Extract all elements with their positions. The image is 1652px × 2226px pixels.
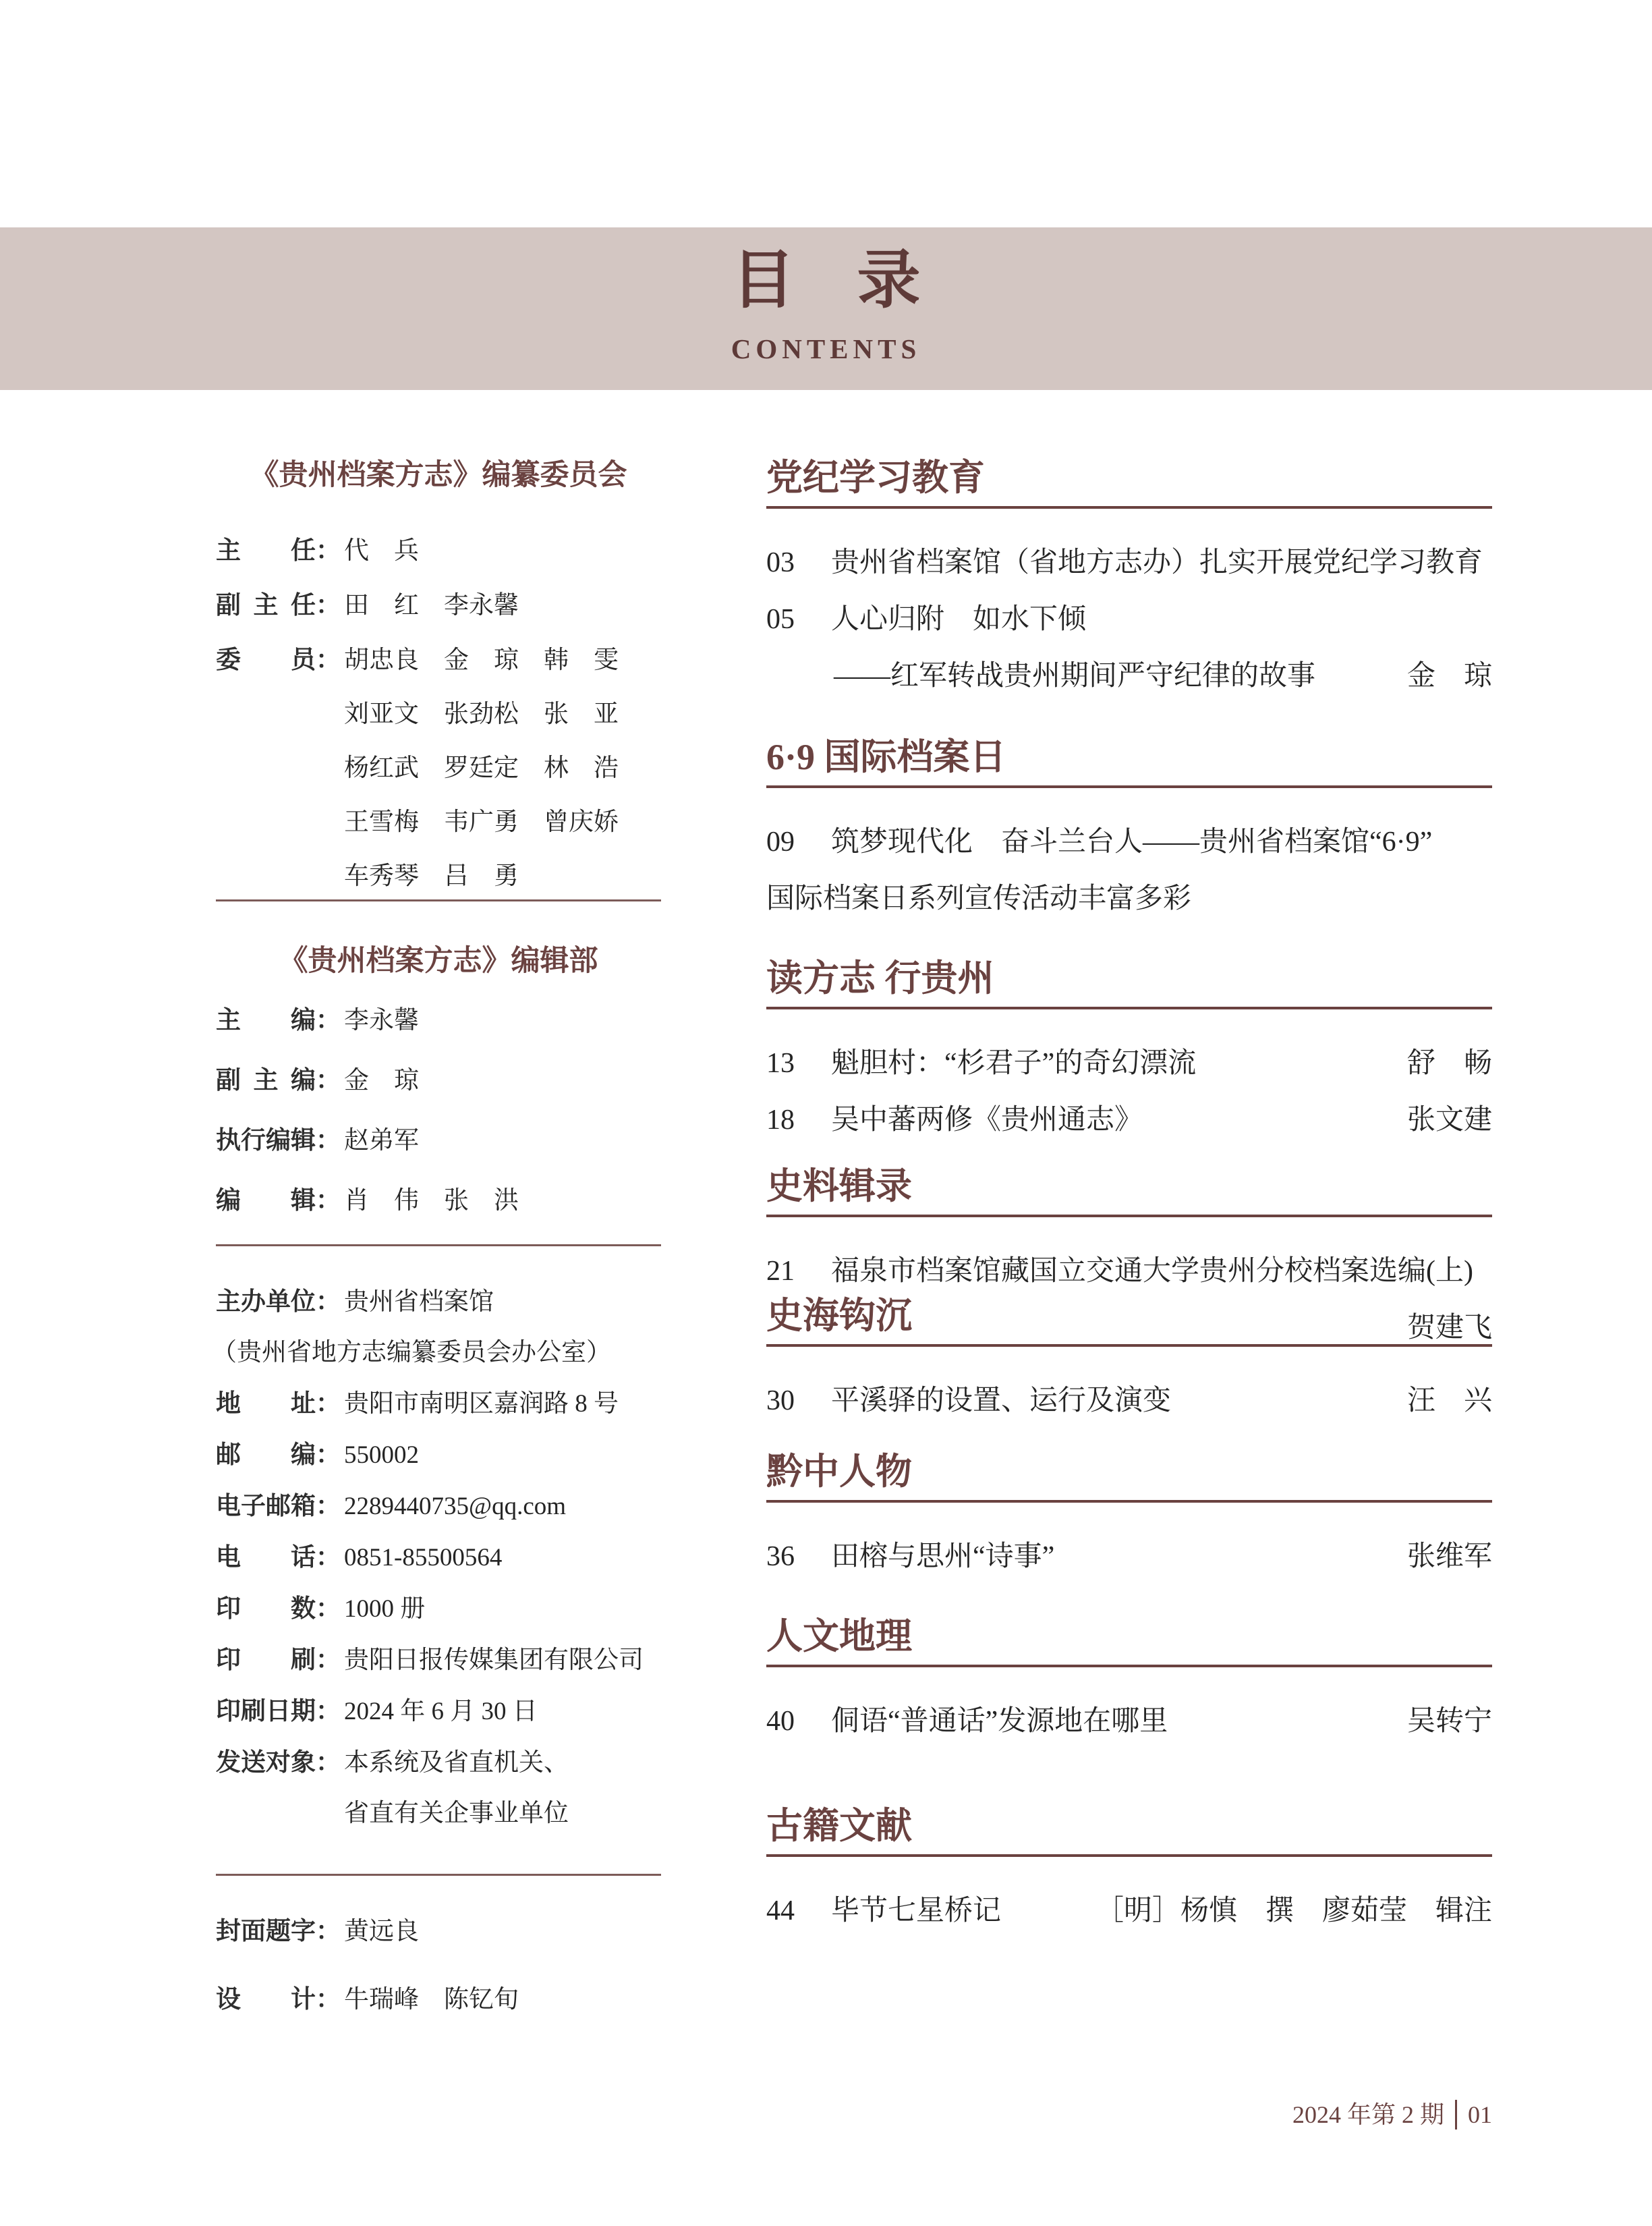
item-title: 田榕与思州“诗事” xyxy=(831,1541,1055,1572)
section-rule xyxy=(766,1854,1492,1857)
contents-band xyxy=(0,227,1652,390)
toc-item xyxy=(766,1372,1492,1429)
toc-item xyxy=(766,1092,1492,1148)
row-label: 副主任 xyxy=(216,591,316,619)
section-title: 人文地理 xyxy=(766,1616,912,1657)
footer-issue: 2024 年第 2 期 xyxy=(1292,2101,1444,2128)
info-row xyxy=(216,1737,661,1788)
row-colon: ： xyxy=(316,536,341,564)
section-title: 党纪学习教育 xyxy=(766,457,985,498)
row-colon: ： xyxy=(316,1985,341,2013)
item-author: 贺建飞 xyxy=(1406,1312,1492,1343)
row-label: 主任 xyxy=(216,536,316,564)
row-label: 主编 xyxy=(216,1006,316,1034)
info-row xyxy=(216,1111,661,1171)
row-value: 省直有关企事业单位 xyxy=(344,1800,569,1827)
item-author: 汪 兴 xyxy=(1406,1385,1492,1416)
row-colon: ： xyxy=(316,1697,341,1725)
item-page-number: 05 xyxy=(766,604,795,635)
row-value: 2024 年 6 月 30 日 xyxy=(344,1698,538,1725)
page-footer xyxy=(1292,2100,1492,2130)
info-row xyxy=(212,1327,661,1378)
toc-item xyxy=(766,591,1492,648)
item-page-number: 03 xyxy=(766,547,795,578)
row-value: 金 琼 xyxy=(344,1067,419,1094)
page-title-char: 目 xyxy=(731,246,795,316)
info-row xyxy=(216,633,661,688)
section-title: 史料辑录 xyxy=(766,1166,912,1206)
item-title: 毕节七星桥记 xyxy=(831,1895,1002,1926)
section-rule xyxy=(766,1344,1492,1347)
info-row xyxy=(216,688,661,742)
item-page-number: 21 xyxy=(766,1256,795,1287)
row-colon: ： xyxy=(316,1186,341,1214)
info-row xyxy=(216,1429,661,1480)
column-divider xyxy=(216,1874,661,1876)
item-title: 魁胆村：“杉君子”的奇幻漂流 xyxy=(831,1048,1197,1079)
row-value: 赵弟军 xyxy=(344,1127,419,1154)
left-column xyxy=(212,459,661,2034)
toc-item xyxy=(766,814,1492,870)
committee-title: 《贵州档案方志》编纂委员会 xyxy=(250,460,627,491)
item-title: 吴中蕃两修《贵州通志》 xyxy=(831,1105,1143,1136)
toc-section-dangji xyxy=(766,457,1492,704)
item-page-number: 30 xyxy=(766,1385,795,1416)
row-value: 550002 xyxy=(344,1441,419,1469)
row-value: 贵阳日报传媒集团有限公司 xyxy=(344,1646,644,1674)
item-title: 贵州省档案馆（省地方志办）扎实开展党纪学习教育 xyxy=(831,547,1483,578)
row-colon: ： xyxy=(316,1917,341,1945)
row-label: 设计 xyxy=(216,1985,316,2013)
row-value: 2289440735@qq.com xyxy=(344,1493,567,1520)
info-row xyxy=(216,1171,661,1231)
row-label: 副主编 xyxy=(216,1066,316,1094)
toc-item xyxy=(766,1035,1492,1092)
row-colon: ： xyxy=(316,1006,341,1034)
row-value: 田 红 李永馨 xyxy=(344,592,519,619)
section-rule xyxy=(766,785,1492,788)
row-colon: ： xyxy=(316,1441,341,1468)
section-title: 古籍文献 xyxy=(766,1806,912,1846)
editorial-title: 《贵州档案方志》编辑部 xyxy=(279,945,598,977)
section-rule xyxy=(766,1215,1492,1217)
credits-list xyxy=(216,1897,661,2034)
section-rule xyxy=(766,1500,1492,1503)
row-label: 电话 xyxy=(216,1543,316,1571)
item-page-number: 40 xyxy=(766,1706,795,1737)
row-label: 封面题字 xyxy=(216,1917,316,1945)
info-row xyxy=(216,578,661,633)
row-label: 邮编 xyxy=(216,1441,316,1468)
row-value: 肖 伟 张 洪 xyxy=(344,1187,519,1215)
footer-separator xyxy=(1455,2100,1457,2130)
info-row xyxy=(216,1634,661,1686)
row-value: 本系统及省直机关、 xyxy=(344,1749,569,1777)
section-title: 黔中人物 xyxy=(766,1451,912,1492)
item-title: 国际档案日系列宣传活动丰富多彩 xyxy=(766,883,1192,914)
row-label: 主办单位 xyxy=(216,1287,316,1315)
toc-section-renwen-dili xyxy=(766,1616,1492,1750)
info-row xyxy=(216,1788,661,1839)
page-title xyxy=(0,246,1652,316)
row-colon: ： xyxy=(316,1126,341,1154)
item-author: 舒 畅 xyxy=(1406,1048,1492,1079)
toc-item xyxy=(766,1883,1492,1939)
section-rule xyxy=(766,1665,1492,1667)
item-author: 张维军 xyxy=(1406,1541,1492,1572)
item-page-number: 36 xyxy=(766,1541,795,1572)
toc-section-qianzhong-renwu xyxy=(766,1451,1492,1585)
item-author: 吴转宁 xyxy=(1406,1706,1492,1737)
row-value: （贵州省地方志编纂委员会办公室） xyxy=(212,1339,611,1366)
info-row xyxy=(216,742,661,796)
toc-item-continuation xyxy=(766,870,1492,927)
row-value: 黄远良 xyxy=(344,1918,419,1945)
toc-section-guoji-danganri xyxy=(766,737,1492,927)
row-value: 李永馨 xyxy=(344,1007,419,1034)
row-value: 刘亚文 张劲松 张 亚 xyxy=(344,700,619,728)
row-label: 印数 xyxy=(216,1594,316,1622)
contents-subtitle: CONTENTS xyxy=(731,333,921,364)
section-title: 6·9 国际档案日 xyxy=(766,737,1006,777)
item-title: ——红军转战贵州期间严守纪律的故事 xyxy=(834,661,1316,692)
item-title: 人心归附 如水下倾 xyxy=(831,604,1087,635)
row-colon: ： xyxy=(316,1066,341,1094)
item-page-number: 13 xyxy=(766,1048,795,1079)
toc-section-guji-wenxian xyxy=(766,1806,1492,1939)
info-row xyxy=(216,524,661,578)
row-label: 编辑 xyxy=(216,1186,316,1214)
row-value: 车秀琴 吕 勇 xyxy=(344,862,519,890)
row-label: 地址 xyxy=(216,1389,316,1417)
row-label: 执行编辑 xyxy=(216,1126,316,1154)
row-value: 牛瑞峰 陈钇旬 xyxy=(344,1986,519,2013)
row-value: 1000 册 xyxy=(344,1595,426,1623)
info-row xyxy=(216,1532,661,1583)
info-row xyxy=(216,1966,661,2034)
item-author: 张文建 xyxy=(1406,1105,1492,1136)
row-value: 杨红武 罗廷定 林 浩 xyxy=(344,754,619,782)
row-label: 印刷 xyxy=(216,1646,316,1673)
row-value: 0851-85500564 xyxy=(344,1544,503,1571)
info-row xyxy=(216,1480,661,1532)
column-divider xyxy=(216,1244,661,1246)
item-page-number: 09 xyxy=(766,827,795,858)
item-author: ［明］杨慎 撰 廖茹莹 辑注 xyxy=(1095,1895,1492,1926)
toc-item-subtitle xyxy=(766,648,1492,704)
item-title: 平溪驿的设置、运行及演变 xyxy=(831,1385,1172,1416)
row-value: 贵州省档案馆 xyxy=(344,1288,494,1316)
toc-item xyxy=(766,1243,1492,1300)
row-colon: ： xyxy=(316,1594,341,1622)
row-colon: ： xyxy=(316,591,341,619)
row-label: 发送对象 xyxy=(216,1748,316,1776)
section-rule xyxy=(766,1007,1492,1009)
row-colon: ： xyxy=(316,1646,341,1673)
row-colon: ： xyxy=(316,1287,341,1315)
footer-page-number: 01 xyxy=(1468,2101,1492,2128)
info-row xyxy=(216,1276,661,1327)
row-colon: ： xyxy=(316,1543,341,1571)
item-page-number: 44 xyxy=(766,1895,795,1926)
info-row xyxy=(216,1583,661,1634)
section-rule xyxy=(766,506,1492,509)
committee-list xyxy=(216,524,661,903)
info-row xyxy=(216,850,661,903)
section-title: 读方志 行贵州 xyxy=(766,958,994,999)
row-colon: ： xyxy=(316,1748,341,1776)
row-label: 电子邮箱 xyxy=(216,1492,316,1520)
item-author: 金 琼 xyxy=(1406,661,1492,692)
row-value: 代 兵 xyxy=(344,537,419,565)
row-colon: ： xyxy=(316,1389,341,1417)
item-title: 侗语“普通话”发源地在哪里 xyxy=(831,1706,1168,1737)
info-row xyxy=(216,1378,661,1429)
row-label: 印刷日期 xyxy=(216,1697,316,1725)
toc-column xyxy=(766,457,1492,1939)
info-row xyxy=(216,796,661,850)
row-value: 贵阳市南明区嘉润路 8 号 xyxy=(344,1390,619,1418)
toc-item xyxy=(766,534,1492,591)
page-title-char: 录 xyxy=(857,246,921,316)
row-colon: ： xyxy=(316,1492,341,1520)
section-title: 史海钩沉 xyxy=(766,1296,912,1336)
publication-info-list xyxy=(212,1276,661,1839)
info-row xyxy=(216,1897,661,1966)
row-colon: ： xyxy=(316,646,341,673)
toc-section-dufangzhi xyxy=(766,958,1492,1148)
toc-item xyxy=(766,1693,1492,1750)
toc-item xyxy=(766,1528,1492,1585)
row-label: 委员 xyxy=(216,646,316,673)
info-row xyxy=(216,1686,661,1737)
item-page-number: 18 xyxy=(766,1105,795,1136)
item-title: 福泉市档案馆藏国立交通大学贵州分校档案选编(上) xyxy=(831,1256,1473,1287)
toc-section-shihai xyxy=(766,1296,1492,1429)
info-row xyxy=(216,991,661,1051)
editorial-list xyxy=(216,991,661,1231)
row-value: 王雪梅 韦广勇 曾庆娇 xyxy=(344,808,619,836)
row-value: 胡忠良 金 琼 韩 雯 xyxy=(344,646,619,674)
item-title: 筑梦现代化 奋斗兰台人——贵州省档案馆“6·9” xyxy=(831,827,1433,858)
info-row xyxy=(216,1051,661,1111)
